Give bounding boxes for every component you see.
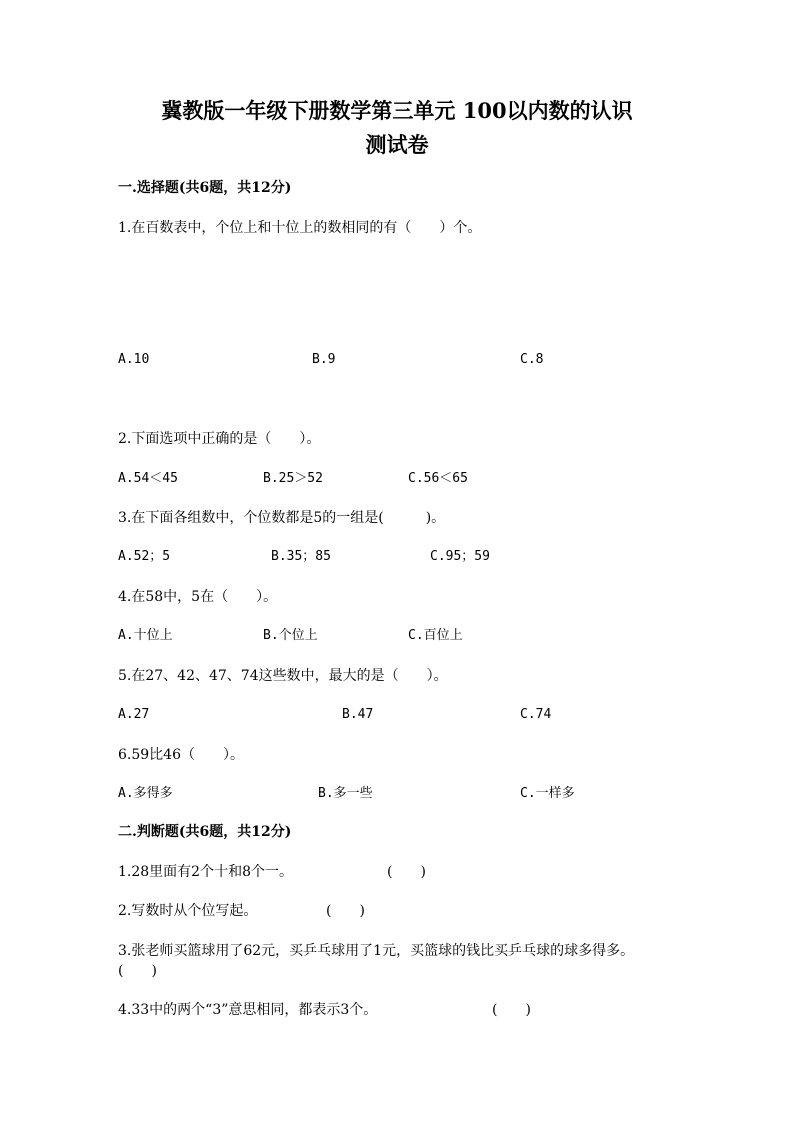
question-5-option-b: B.47 [342, 707, 374, 722]
section-heading-judgement: 二.判断题(共6题，共12分) [118, 824, 292, 840]
question-3-option-a: A.52；5 [118, 549, 171, 564]
question-1-option-c: C.8 [520, 352, 544, 367]
page-title-line2: 测试卷 [365, 132, 429, 157]
judgement-1-blank: ( ) [387, 864, 426, 880]
judgement-3-blank: ( ) [118, 963, 157, 979]
page-title-line1: 冀教版一年级下册数学第三单元 100以内数的认识 [161, 98, 633, 123]
question-6-option-b: B.多一些 [318, 786, 373, 801]
question-3-stem: 3.在下面各组数中，个位数都是5的一组是( )。 [118, 510, 446, 526]
question-1-option-b: B.9 [312, 352, 336, 367]
question-5-option-c: C.74 [520, 707, 552, 722]
question-2-option-c: C.56＜65 [408, 471, 468, 486]
section-heading-choice: 一.选择题(共6题，共12分) [118, 180, 292, 196]
question-2-option-a: A.54＜45 [118, 471, 178, 486]
question-4-stem: 4.在58中，5在（ ）。 [118, 589, 278, 605]
question-5-option-a: A.27 [118, 707, 150, 722]
question-5-stem: 5.在27、42、47、74这些数中，最大的是（ ）。 [118, 668, 448, 684]
judgement-3-text: 3.张老师买篮球用了62元，买乒乓球用了1元，买篮球的钱比买乒乓球的球多得多。 [118, 943, 635, 959]
judgement-2-stem: 2.写数时从个位写起。 [118, 903, 258, 919]
question-1-stem: 1.在百数表中，个位上和十位上的数相同的有（ ）个。 [118, 220, 482, 236]
question-2-stem: 2.下面选项中正确的是（ ）。 [118, 431, 321, 447]
question-6-option-a: A.多得多 [118, 786, 173, 801]
judgement-4-blank: ( ) [492, 1002, 531, 1018]
question-6-option-c: C.一样多 [520, 786, 575, 801]
question-4-option-a: A.十位上 [118, 628, 173, 643]
judgement-4-stem: 4.33中的两个“3”意思相同，都表示3个。 [118, 1002, 378, 1018]
question-4-option-b: B.个位上 [263, 628, 318, 643]
question-2-option-b: B.25＞52 [263, 471, 323, 486]
question-1-option-a: A.10 [118, 352, 150, 367]
question-6-stem: 6.59比46（ ）。 [118, 747, 244, 763]
judgement-2-blank: ( ) [326, 903, 365, 919]
question-3-option-b: B.35；85 [271, 549, 331, 564]
judgement-3-stem [118, 941, 678, 981]
question-3-option-c: C.95；59 [430, 549, 490, 564]
judgement-1-stem: 1.28里面有2个十和8个一。 [118, 864, 293, 880]
question-4-option-c: C.百位上 [408, 628, 463, 643]
